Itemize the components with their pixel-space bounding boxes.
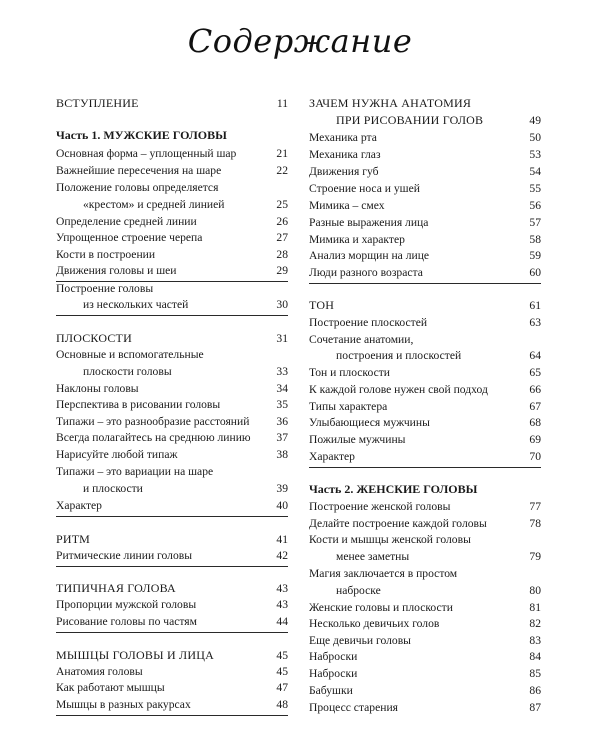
- toc-entry: [56, 365, 288, 379]
- toc-entry: [56, 648, 288, 663]
- toc-entry-page: 22: [276, 164, 288, 177]
- toc-entry-page: 41: [276, 533, 288, 546]
- toc-entry: [309, 249, 541, 263]
- toc-entry-title: Мышцы в разных ракурсах: [56, 698, 191, 711]
- toc-entry-page: 28: [276, 248, 288, 261]
- toc-entry-page: 31: [276, 332, 288, 345]
- toc-entry-title: ТИПИЧНАЯ ГОЛОВА: [56, 581, 176, 595]
- toc-entry-title: «крестом» и средней линией: [83, 198, 225, 211]
- toc-entry: [56, 96, 288, 111]
- toc-entry-title: Механика рта: [309, 131, 377, 144]
- toc-entry: [309, 131, 541, 145]
- toc-entry-page: 86: [529, 684, 541, 697]
- toc-entry: [309, 216, 541, 230]
- toc-entry-page: 35: [276, 398, 288, 411]
- toc-entry: [309, 533, 541, 547]
- toc-entry-title: ПРИ РИСОВАНИИ ГОЛОВ: [336, 113, 484, 127]
- toc-entry-page: 29: [276, 264, 288, 277]
- toc-entry: [56, 198, 288, 212]
- toc-entry-title: Построение плоскостей: [309, 316, 428, 329]
- toc-entry: [56, 398, 288, 412]
- toc-entry-page: 55: [529, 182, 541, 195]
- toc-entry-title: Мимика и характер: [309, 233, 405, 246]
- toc-entry-page: 80: [529, 584, 541, 597]
- toc-entry-page: 44: [276, 615, 288, 628]
- toc-entry-page: 81: [529, 601, 541, 614]
- toc-entry-page: 37: [276, 431, 288, 444]
- toc-entry-page: 54: [529, 165, 541, 178]
- toc-entry: [56, 248, 288, 262]
- toc-entry: [56, 532, 288, 547]
- toc-entry: [56, 465, 288, 479]
- toc-entry-title: Основная форма – уплощенный шар: [56, 147, 237, 160]
- toc-entry-page: 69: [529, 433, 541, 446]
- toc-entry-page: 67: [529, 400, 541, 413]
- toc-entry: [309, 584, 541, 598]
- toc-entry: [56, 698, 288, 712]
- toc-entry-title: Нарисуйте любой типаж: [56, 448, 178, 461]
- toc-entry: [56, 215, 288, 229]
- toc-entry-title: ПЛОСКОСТИ: [56, 331, 132, 345]
- toc-entry: [309, 634, 541, 648]
- toc-entry: [309, 617, 541, 631]
- toc-entry: [56, 164, 288, 178]
- toc-entry: [56, 264, 288, 278]
- toc-entry-title: ЗАЧЕМ НУЖНА АНАТОМИЯ: [309, 96, 472, 110]
- toc-entry: [309, 650, 541, 664]
- toc-entry: [309, 550, 541, 564]
- toc-entry-title: Процесс старения: [309, 701, 398, 714]
- toc-entry: [56, 598, 288, 612]
- toc-entry-title: Типы характера: [309, 400, 388, 413]
- toc-entry-title: Анатомия головы: [56, 665, 143, 678]
- toc-entry-title: Бабушки: [309, 684, 353, 697]
- toc-entry: [56, 298, 288, 312]
- toc-entry-page: 59: [529, 249, 541, 262]
- toc-entry: [56, 181, 288, 195]
- toc-entry-title: из нескольких частей: [83, 298, 189, 311]
- toc-entry-title: Характер: [309, 450, 355, 463]
- toc-entry-page: 47: [276, 681, 288, 694]
- toc-entry-title: Пропорции мужской головы: [56, 598, 197, 611]
- toc-entry-page: 79: [529, 550, 541, 563]
- toc-entry-title: Кости в построении: [56, 248, 156, 261]
- toc-entry-page: 87: [529, 701, 541, 714]
- toc-entry-title: Люди разного возраста: [309, 266, 423, 279]
- toc-entry: [309, 182, 541, 196]
- toc-entry: [56, 282, 288, 296]
- toc-entry-page: 78: [529, 517, 541, 530]
- toc-entry: [309, 366, 541, 380]
- toc-entry-page: 49: [529, 114, 541, 127]
- toc-entry-title: менее заметны: [336, 550, 410, 563]
- toc-entry-title: Построение головы: [56, 282, 154, 295]
- toc-entry-title: Мимика – смех: [309, 199, 385, 212]
- toc-entry-page: 43: [276, 598, 288, 611]
- toc-entry-page: 65: [529, 366, 541, 379]
- toc-entry-page: 36: [276, 415, 288, 428]
- toc-entry-page: 26: [276, 215, 288, 228]
- toc-entry-title: Строение носа и ушей: [309, 182, 420, 195]
- toc-entry-page: 58: [529, 233, 541, 246]
- toc-entry-title: Ритмические линии головы: [56, 549, 193, 562]
- toc-entry-title: Важнейшие пересечения на шаре: [56, 164, 222, 177]
- toc-entry: [56, 331, 288, 346]
- toc-entry-title: Наброски: [309, 667, 358, 680]
- toc-entry-page: 33: [276, 365, 288, 378]
- toc-entry-page: 45: [276, 665, 288, 678]
- toc-entry-title: Типажи – это разнообразие расстояний: [56, 415, 250, 428]
- toc-entry-page: 50: [529, 131, 541, 144]
- toc-entry-title: Характер: [56, 499, 102, 512]
- toc-entry: [309, 199, 541, 213]
- toc-entry: [56, 348, 288, 362]
- toc-entry-title: Улыбающиеся мужчины: [309, 416, 430, 429]
- toc-entry-page: 48: [276, 698, 288, 711]
- toc-entry: [56, 482, 288, 496]
- toc-entry-page: 30: [276, 298, 288, 311]
- toc-entry-page: 84: [529, 650, 541, 663]
- toc-entry: [309, 601, 541, 615]
- toc-entry-title: Типажи – это вариации на шаре: [56, 465, 214, 478]
- toc-entry-page: 11: [276, 97, 288, 110]
- toc-entry-page: 85: [529, 667, 541, 680]
- toc-entry-page: 66: [529, 383, 541, 396]
- toc-entry: [309, 233, 541, 247]
- toc-entry: [309, 517, 541, 531]
- toc-entry: [309, 113, 541, 128]
- toc-entry: [56, 415, 288, 429]
- toc-entry: [56, 431, 288, 445]
- toc-entry-page: 34: [276, 382, 288, 395]
- toc-entry-title: Рисование головы по частям: [56, 615, 197, 628]
- toc-entry: [56, 665, 288, 679]
- toc-entry-page: 57: [529, 216, 541, 229]
- toc-entry-title: Анализ морщин на лице: [309, 249, 430, 262]
- toc-entry-title: Делайте построение каждой головы: [309, 517, 487, 530]
- toc-entry-title: Механика глаз: [309, 148, 381, 161]
- toc-entry: [309, 567, 541, 581]
- toc-entry-page: 40: [276, 499, 288, 512]
- toc-entry-title: К каждой голове нужен свой подход: [309, 383, 488, 396]
- toc-entry-title: Часть 1. МУЖСКИЕ ГОЛОВЫ: [56, 128, 227, 142]
- toc-entry-title: и плоскости: [83, 482, 143, 495]
- toc-entry-title: Упрощенное строение черепа: [56, 231, 203, 244]
- page-title: Содержание: [187, 22, 413, 60]
- toc-entry: [309, 148, 541, 162]
- toc-entry: [309, 500, 541, 514]
- toc-entry-title: Магия заключается в простом: [309, 567, 458, 580]
- toc-entry-title: Наброски: [309, 650, 358, 663]
- toc-entry-title: РИТМ: [56, 532, 90, 546]
- toc-entry: [56, 549, 288, 563]
- toc-entry: [56, 128, 288, 142]
- toc-entry-page: 56: [529, 199, 541, 212]
- toc-entry-page: 53: [529, 148, 541, 161]
- toc-entry: [56, 581, 288, 596]
- toc-entry-page: 61: [529, 299, 541, 312]
- toc-entry-title: Кости и мышцы женской головы: [309, 533, 471, 546]
- toc-entry-title: Наклоны головы: [56, 382, 139, 395]
- toc-entry: [309, 333, 541, 347]
- toc-entry: [56, 382, 288, 396]
- toc-entry: [309, 383, 541, 397]
- toc-entry: [309, 266, 541, 280]
- toc-entry: [309, 96, 541, 110]
- toc-entry-page: 82: [529, 617, 541, 630]
- toc-entry-page: 83: [529, 634, 541, 647]
- toc-entry-page: 21: [276, 147, 288, 160]
- toc-entry: [309, 450, 541, 464]
- toc-entry-page: 25: [276, 198, 288, 211]
- toc-entry-title: Построение женской головы: [309, 500, 451, 513]
- toc-entry-title: Всегда полагайтесь на среднюю линию: [56, 431, 251, 444]
- toc-entry-title: МЫШЦЫ ГОЛОВЫ И ЛИЦА: [56, 648, 214, 662]
- toc-entry-page: 42: [276, 549, 288, 562]
- toc-entry-title: ВСТУПЛЕНИЕ: [56, 96, 139, 110]
- toc-entry: [309, 298, 541, 313]
- toc-entry-title: ТОН: [309, 298, 335, 312]
- toc-entry-title: Как работают мышцы: [56, 681, 165, 694]
- toc-entry-title: Движения губ: [309, 165, 379, 178]
- toc-entry-title: наброске: [336, 584, 381, 597]
- toc-entry-title: Несколько девичьих голов: [309, 617, 440, 630]
- toc-entry: [56, 448, 288, 462]
- toc-entry-title: плоскости головы: [83, 365, 172, 378]
- toc-entry: [309, 416, 541, 430]
- toc-entry: [56, 231, 288, 245]
- toc-entry-page: 63: [529, 316, 541, 329]
- toc-entry: [309, 433, 541, 447]
- toc-entry-page: 27: [276, 231, 288, 244]
- toc-entry: [309, 684, 541, 698]
- toc-entry-page: 60: [529, 266, 541, 279]
- toc-entry-title: Разные выражения лица: [309, 216, 429, 229]
- toc-entry: [56, 681, 288, 695]
- toc-entry: [56, 147, 288, 161]
- toc-entry: [309, 400, 541, 414]
- toc-entry: [309, 165, 541, 179]
- toc-entry-title: Еще девичьи головы: [309, 634, 411, 647]
- toc-entry-title: построения и плоскостей: [336, 349, 462, 362]
- toc-entry-title: Женские головы и плоскости: [309, 601, 453, 614]
- toc-entry-title: Сочетание анатомии,: [309, 333, 414, 346]
- toc-entry-page: 70: [529, 450, 541, 463]
- toc-entry: [309, 349, 541, 363]
- toc-entry-title: Основные и вспомогательные: [56, 348, 204, 361]
- toc-entry-page: 39: [276, 482, 288, 495]
- toc-entry-title: Пожилые мужчины: [309, 433, 406, 446]
- toc-entry-title: Положение головы определяется: [56, 181, 219, 194]
- toc-entry-page: 38: [276, 448, 288, 461]
- toc-entry-title: Движения головы и шеи: [56, 264, 177, 277]
- toc-entry-title: Определение средней линии: [56, 215, 197, 228]
- toc-entry: [309, 667, 541, 681]
- toc-entry-title: Часть 2. ЖЕНСКИЕ ГОЛОВЫ: [309, 482, 478, 496]
- toc-entry-page: 43: [276, 582, 288, 595]
- toc-entry: [309, 316, 541, 330]
- toc-entry-page: 68: [529, 416, 541, 429]
- toc-entry-page: 77: [529, 500, 541, 513]
- toc-entry-page: 45: [276, 649, 288, 662]
- toc-entry: [56, 615, 288, 629]
- toc-entry-title: Тон и плоскости: [309, 366, 390, 379]
- toc-entry: [56, 499, 288, 513]
- toc-entry: [309, 482, 541, 496]
- toc-entry-page: 64: [529, 349, 541, 362]
- toc-entry: [309, 701, 541, 715]
- toc-entry-title: Перспектива в рисовании головы: [56, 398, 221, 411]
